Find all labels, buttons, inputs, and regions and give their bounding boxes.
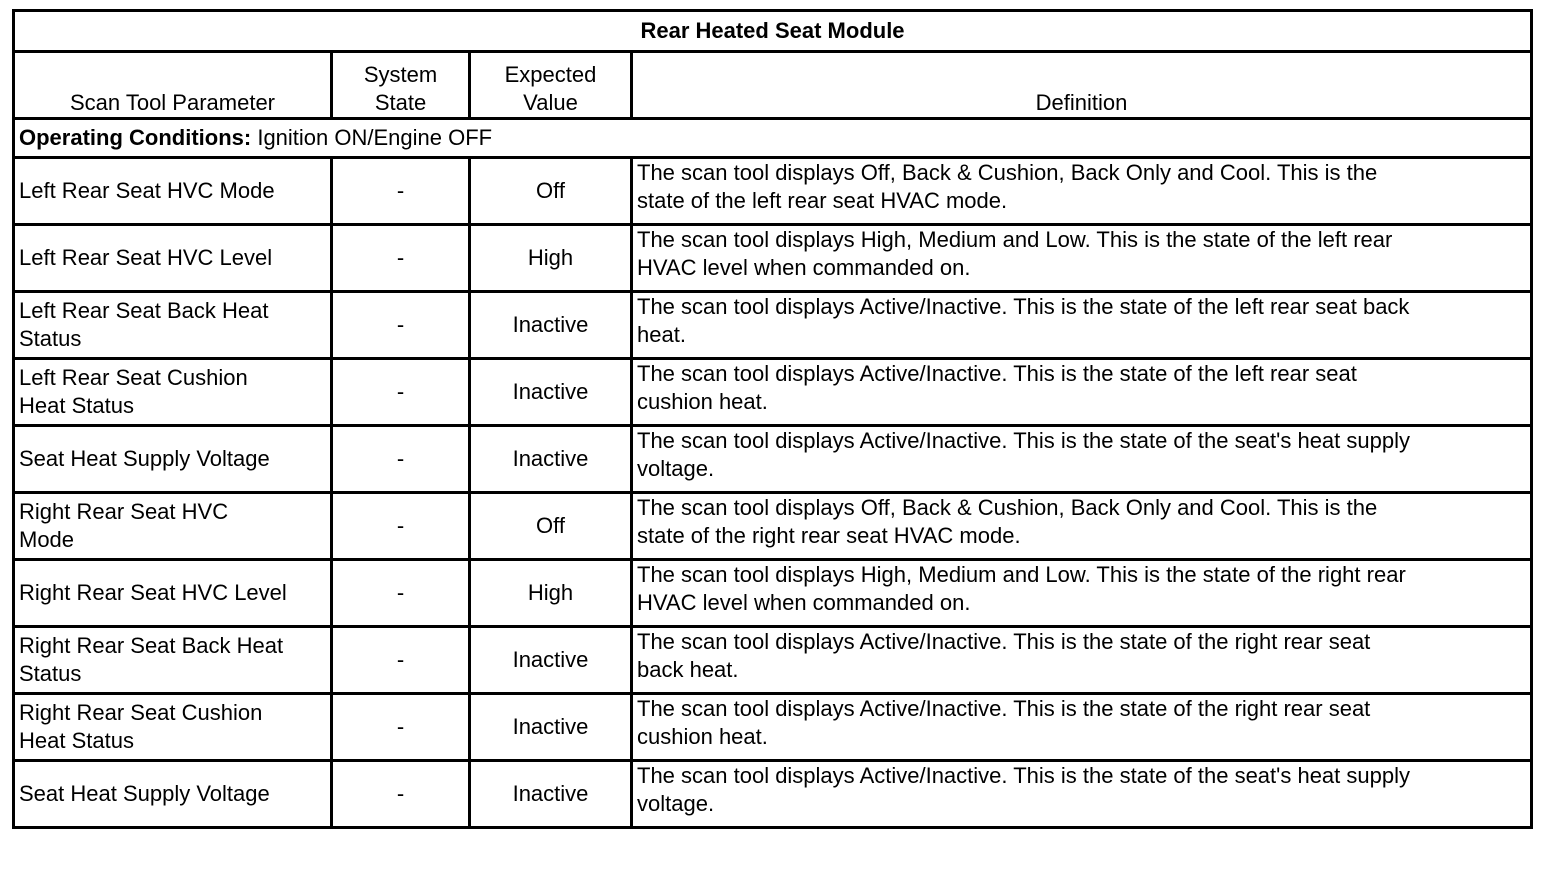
expected-value-cell: High [470, 560, 632, 627]
header-system-state-line2: State [374, 90, 427, 115]
header-scan-tool-parameter: Scan Tool Parameter [14, 52, 332, 119]
definition-line1: The scan tool displays Active/Inactive. This is the state of the seat's heat supply [637, 428, 1410, 453]
header-expected-value [470, 52, 632, 119]
table-row [14, 560, 1532, 627]
scan-tool-table [12, 9, 1533, 829]
definition-cell [632, 627, 1532, 694]
definition-line2: voltage. [637, 456, 715, 481]
parameter-name-line1: Right Rear Seat HVC Level [19, 580, 287, 605]
operating-conditions [14, 119, 1532, 158]
parameter-name-line2: Mode [19, 527, 75, 552]
definition-line2: back heat. [637, 657, 739, 682]
expected-value-cell: Inactive [470, 627, 632, 694]
table-row [14, 493, 1532, 560]
definition-cell [632, 426, 1532, 493]
table-row [14, 761, 1532, 828]
parameter-name-line1: Right Rear Seat Back Heat [19, 633, 284, 658]
parameter-cell [14, 426, 332, 493]
operating-conditions-row [14, 119, 1532, 158]
definition-line1: The scan tool displays High, Medium and Low. This is the state of the left rear [637, 227, 1393, 252]
parameter-cell [14, 694, 332, 761]
definition-line2: heat. [637, 322, 686, 347]
parameter-cell [14, 225, 332, 292]
system-state-cell: - [332, 225, 470, 292]
expected-value-cell: Inactive [470, 292, 632, 359]
parameter-name-line1: Left Rear Seat HVC Mode [19, 178, 275, 203]
operating-conditions-value: Ignition ON/Engine OFF [257, 125, 493, 150]
definition-line2: state of the left rear seat HVAC mode. [637, 188, 1008, 213]
definition-line2: cushion heat. [637, 724, 768, 749]
system-state-cell: - [332, 292, 470, 359]
parameter-name-line1: Left Rear Seat HVC Level [19, 245, 273, 270]
parameter-name-line2: Heat Status [19, 728, 134, 753]
system-state-cell: - [332, 761, 470, 828]
table-row [14, 627, 1532, 694]
expected-value-cell: Off [470, 158, 632, 225]
system-state-cell: - [332, 560, 470, 627]
definition-line2: state of the right rear seat HVAC mode. [637, 523, 1021, 548]
header-system-state [332, 52, 470, 119]
system-state-cell: - [332, 493, 470, 560]
definition-cell [632, 493, 1532, 560]
parameter-name-line1: Seat Heat Supply Voltage [19, 781, 270, 806]
header-system-state-line1: System [363, 62, 438, 87]
parameter-name-line1: Seat Heat Supply Voltage [19, 446, 270, 471]
parameter-name-line1: Left Rear Seat Cushion [19, 365, 248, 390]
expected-value-cell: High [470, 225, 632, 292]
definition-line1: The scan tool displays Active/Inactive. This is the state of the seat's heat supply [637, 763, 1410, 788]
parameter-name-line1: Right Rear Seat HVC [19, 499, 229, 524]
definition-cell [632, 158, 1532, 225]
definition-line1: The scan tool displays Active/Inactive. This is the state of the left rear seat [637, 361, 1357, 386]
expected-value-cell: Inactive [470, 359, 632, 426]
parameter-cell [14, 493, 332, 560]
definition-line1: The scan tool displays Off, Back & Cushion, Back Only and Cool. This is the [637, 495, 1378, 520]
system-state-cell: - [332, 627, 470, 694]
definition-line2: cushion heat. [637, 389, 768, 414]
expected-value-cell: Inactive [470, 694, 632, 761]
definition-cell [632, 359, 1532, 426]
expected-value-cell: Inactive [470, 426, 632, 493]
table-title: Rear Heated Seat Module [14, 11, 1532, 52]
parameter-name-line2: Heat Status [19, 393, 134, 418]
table-row [14, 694, 1532, 761]
definition-cell [632, 694, 1532, 761]
definition-line1: The scan tool displays Off, Back & Cushion, Back Only and Cool. This is the [637, 160, 1378, 185]
operating-conditions-label: Operating Conditions: [19, 125, 252, 150]
parameter-name-line2: Status [19, 661, 82, 686]
definition-line2: voltage. [637, 791, 715, 816]
parameter-cell [14, 560, 332, 627]
parameter-cell [14, 627, 332, 694]
header-row [14, 52, 1532, 119]
definition-line1: The scan tool displays Active/Inactive. This is the state of the right rear seat [637, 629, 1371, 654]
definition-line1: The scan tool displays Active/Inactive. This is the state of the left rear seat back [637, 294, 1410, 319]
table-row [14, 292, 1532, 359]
table-row [14, 225, 1532, 292]
table-row [14, 359, 1532, 426]
definition-line2: HVAC level when commanded on. [637, 255, 971, 280]
title-row [14, 11, 1532, 52]
system-state-cell: - [332, 158, 470, 225]
parameter-cell [14, 761, 332, 828]
definition-line1: The scan tool displays Active/Inactive. This is the state of the right rear seat [637, 696, 1371, 721]
parameter-cell [14, 359, 332, 426]
system-state-cell: - [332, 694, 470, 761]
table-row [14, 158, 1532, 225]
parameter-name-line1: Left Rear Seat Back Heat [19, 298, 269, 323]
table-row [14, 426, 1532, 493]
header-definition: Definition [632, 52, 1532, 119]
parameter-cell [14, 158, 332, 225]
definition-line1: The scan tool displays High, Medium and Low. This is the state of the right rear [637, 562, 1406, 587]
header-expected-value-line1: Expected [504, 62, 597, 87]
definition-line2: HVAC level when commanded on. [637, 590, 971, 615]
definition-cell [632, 761, 1532, 828]
parameter-cell [14, 292, 332, 359]
system-state-cell: - [332, 359, 470, 426]
expected-value-cell: Off [470, 493, 632, 560]
definition-cell [632, 560, 1532, 627]
definition-cell [632, 292, 1532, 359]
definition-cell [632, 225, 1532, 292]
header-expected-value-line2: Value [523, 90, 578, 115]
expected-value-cell: Inactive [470, 761, 632, 828]
parameter-name-line2: Status [19, 326, 82, 351]
system-state-cell: - [332, 426, 470, 493]
parameter-name-line1: Right Rear Seat Cushion [19, 700, 263, 725]
